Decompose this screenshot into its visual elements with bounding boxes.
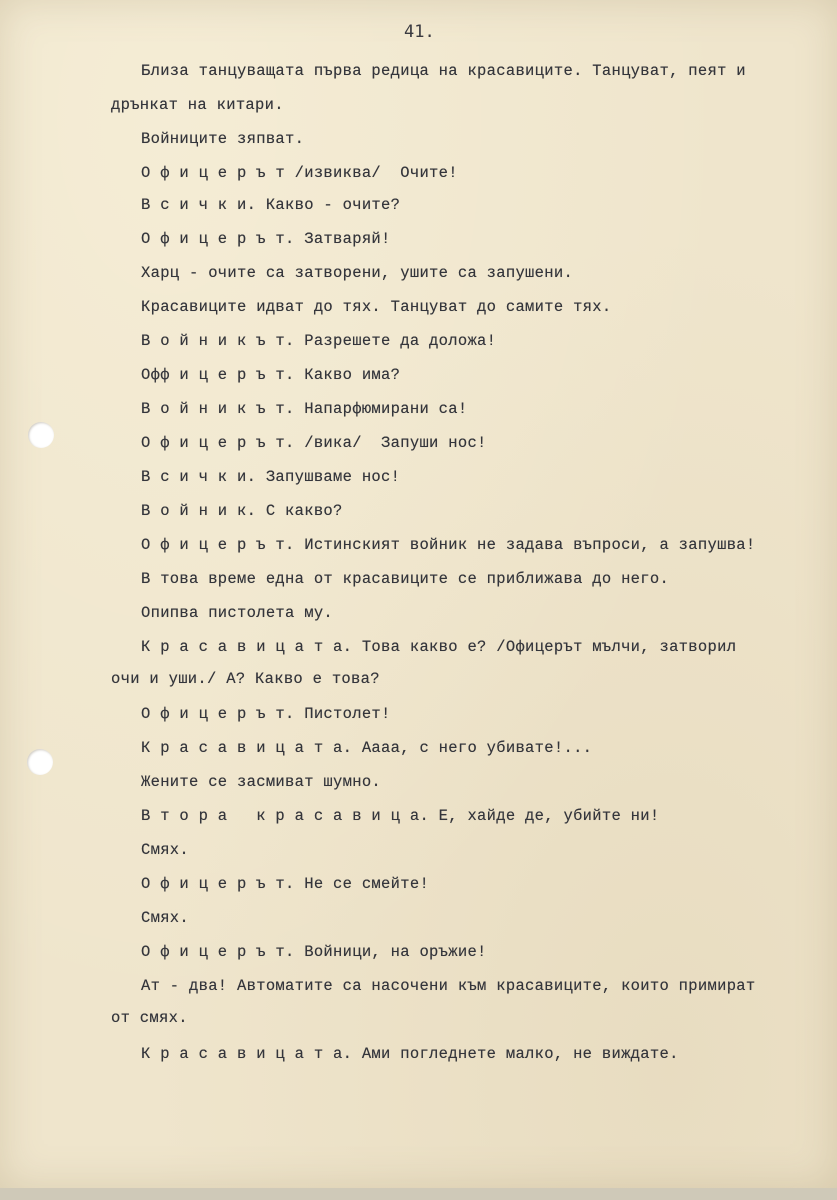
text-line: О ф и ц е р ъ т. Войници, на оръжие! <box>141 943 487 961</box>
text-line: В о й н и к ъ т. Разрешете да доложа! <box>141 332 497 350</box>
text-line: О ф и ц е р ъ т. Не се смейте! <box>141 875 430 893</box>
text-line: О ф и ц е р ъ т. Пистолет! <box>141 705 391 723</box>
text-line: О ф и ц е р ъ т /извиква/ Очите! <box>141 164 458 182</box>
text-line: Красавиците идват до тях. Танцуват до самите тях. <box>141 298 612 316</box>
text-line: Офф и ц е р ъ т. Какво има? <box>141 366 401 384</box>
text-line: В о й н и к. С какво? <box>141 502 343 520</box>
text-line: Войниците зяпват. <box>141 130 305 148</box>
text-line: Харц - очите са затворени, ушите са запушени. <box>141 264 574 282</box>
text-line: Ат - два! Автоматите са насочени към красавиците, които примират <box>141 977 756 995</box>
text-line: В т о р а к р а с а в и ц а. Е, хайде де, убийте ни! <box>141 807 660 825</box>
text-line: О ф и ц е р ъ т. Истинският войник не задава въпроси, а запушва! <box>141 536 756 554</box>
text-line: Опипва пистолета му. <box>141 604 334 622</box>
text-line: О ф и ц е р ъ т. Затваряй! <box>141 230 391 248</box>
text-line: В това време една от красавиците се приближава до него. <box>141 570 670 588</box>
page-bottom-edge <box>0 1188 837 1200</box>
text-line: Близа танцуващата първа редица на красавиците. Танцуват, пеят и <box>141 62 746 80</box>
page-number: 41. <box>404 22 435 42</box>
text-line: О ф и ц е р ъ т. /вика/ Запуши нос! <box>141 434 487 452</box>
text-line: В о й н и к ъ т. Напарфюмирани са! <box>141 400 468 418</box>
text-line: Смях. <box>141 909 190 927</box>
text-line: К р а с а в и ц а т а. Аааа, с него убивате!... <box>141 739 593 757</box>
text-line: В с и ч к и. Какво - очите? <box>141 196 401 214</box>
text-line: К р а с а в и ц а т а. Това какво е? /Офицерът мълчи, затворил <box>141 638 737 656</box>
text-line: от смях. <box>111 1009 188 1027</box>
text-line: дрънкат на китари. <box>111 96 284 114</box>
text-line: Смях. <box>141 841 190 859</box>
text-line: К р а с а в и ц а т а. Ами погледнете малко, не виждате. <box>141 1045 679 1063</box>
text-line: Жените се засмиват шумно. <box>141 773 382 791</box>
text-line: очи и уши./ А? Какво е това? <box>111 670 380 688</box>
text-line: В с и ч к и. Запушваме нос! <box>141 468 401 486</box>
